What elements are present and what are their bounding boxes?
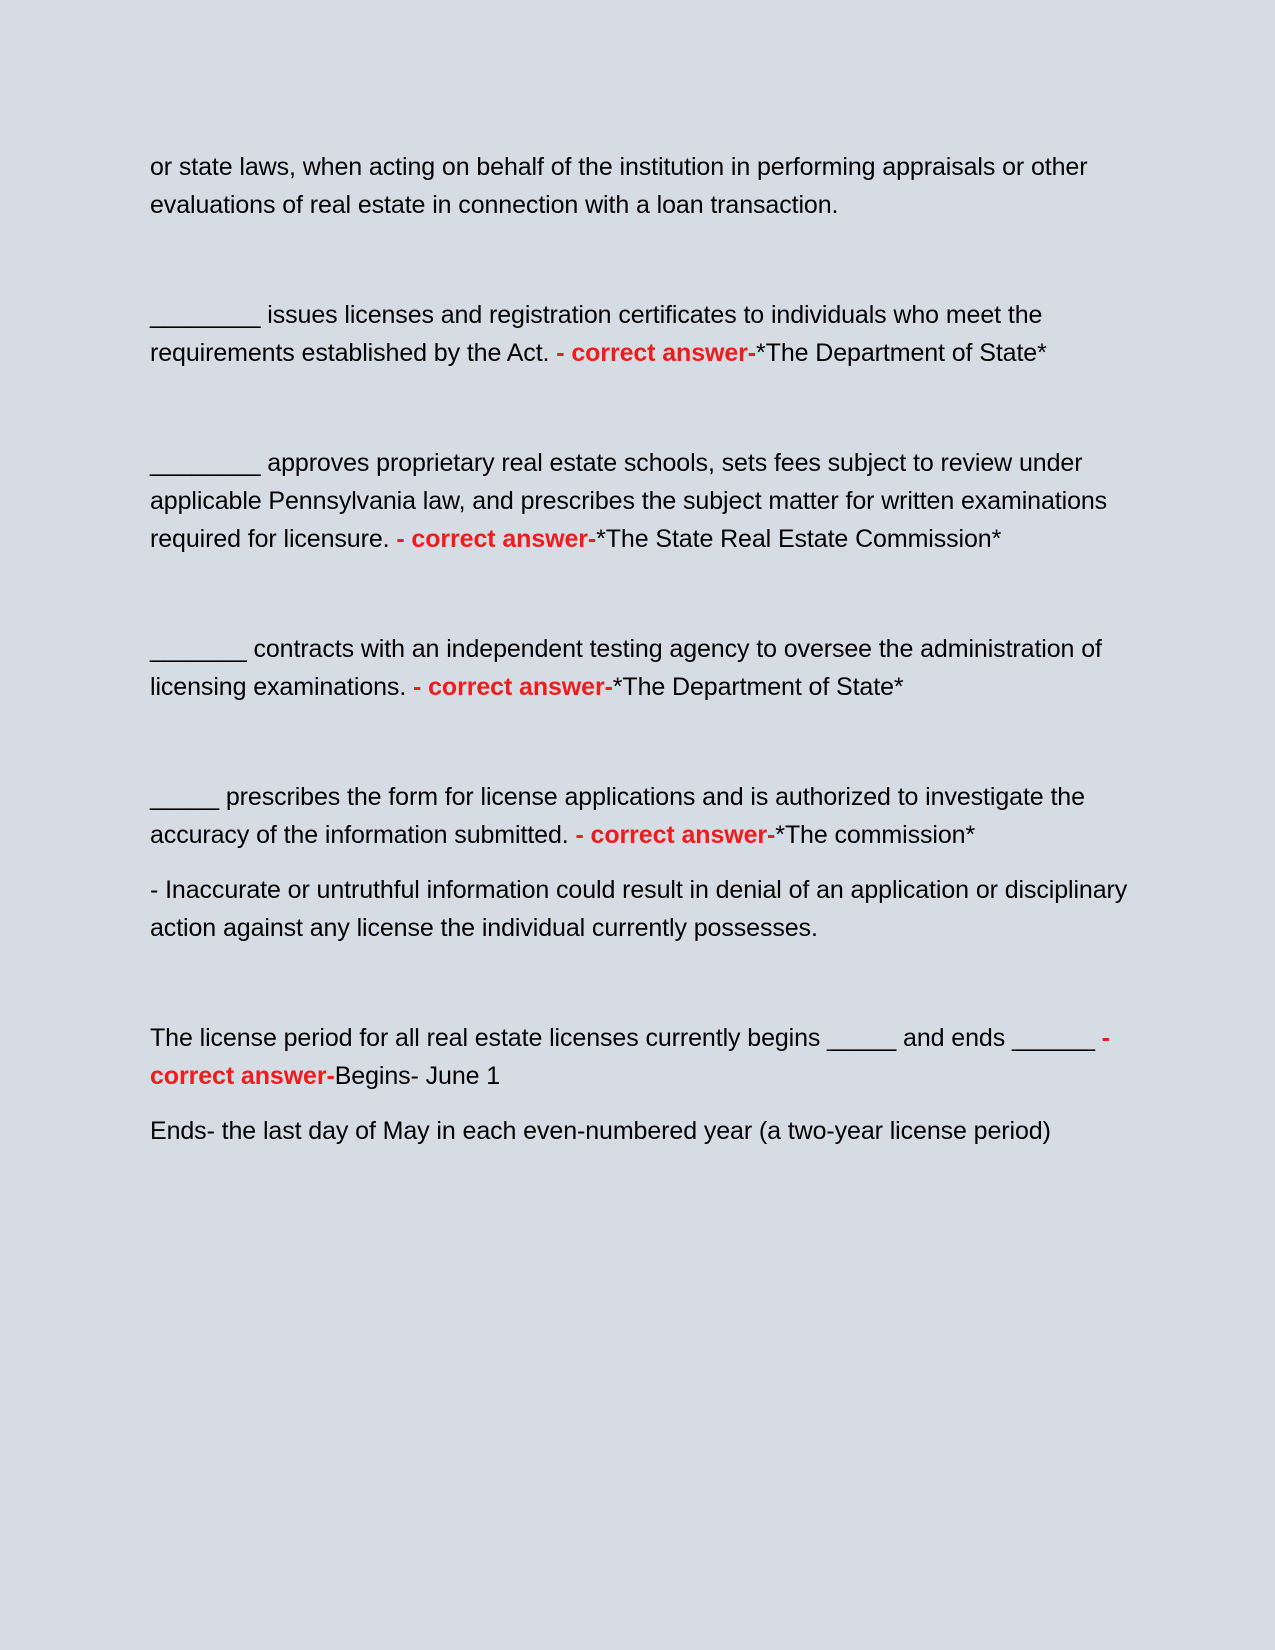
question-4-note: - Inaccurate or untruthful information could result in denial of an application or disciplinary action against any license the individual currently possesses. — [150, 876, 1128, 942]
correct-answer-label: - correct answer- — [556, 339, 757, 367]
question-text: ________ issues licenses and registration certificates to individuals who meet the requirements established by the Act. — [150, 301, 1043, 367]
question-4 — [150, 778, 1150, 854]
question-3 — [150, 630, 1150, 706]
question-text: _____ prescribes the form for license applications and is authorized to investigate the accuracy of the information submitted. — [150, 783, 1085, 849]
correct-answer-label: - correct answer- — [413, 673, 613, 701]
answer-text: *The Department of State* — [756, 339, 1047, 367]
answer-text: *The Department of State* — [612, 673, 904, 701]
question-5 — [150, 1019, 1150, 1095]
intro-paragraph: or state laws, when acting on behalf of the institution in performing appraisals or other evaluations of real estate in connection with a loan transaction. — [150, 153, 1088, 219]
correct-answer-label: - correct answer- — [396, 525, 597, 553]
question-5-note: Ends- the last day of May in each even-numbered year (a two-year license period) — [150, 1117, 1051, 1145]
answer-text: *The commission* — [775, 821, 976, 849]
correct-answer-label: - correct answer- — [575, 821, 776, 849]
question-text: ________ approves proprietary real estate schools, sets fees subject to review under applicable Pennsylvania law, and prescribes the subject matter for written examinations required for licensure. — [150, 449, 1108, 553]
document-page — [150, 148, 1150, 1150]
question-2 — [150, 444, 1150, 558]
answer-text: Begins- June 1 — [334, 1062, 501, 1090]
answer-text: *The State Real Estate Commission* — [596, 525, 1002, 553]
question-text: The license period for all real estate licenses currently begins _____ and ends ______ — [150, 1024, 1095, 1052]
question-1 — [150, 296, 1150, 372]
correct-answer-label: - correct answer- — [150, 1024, 1110, 1090]
question-text: _______ contracts with an independent testing agency to oversee the administration of licensing examinations. — [150, 635, 1102, 701]
